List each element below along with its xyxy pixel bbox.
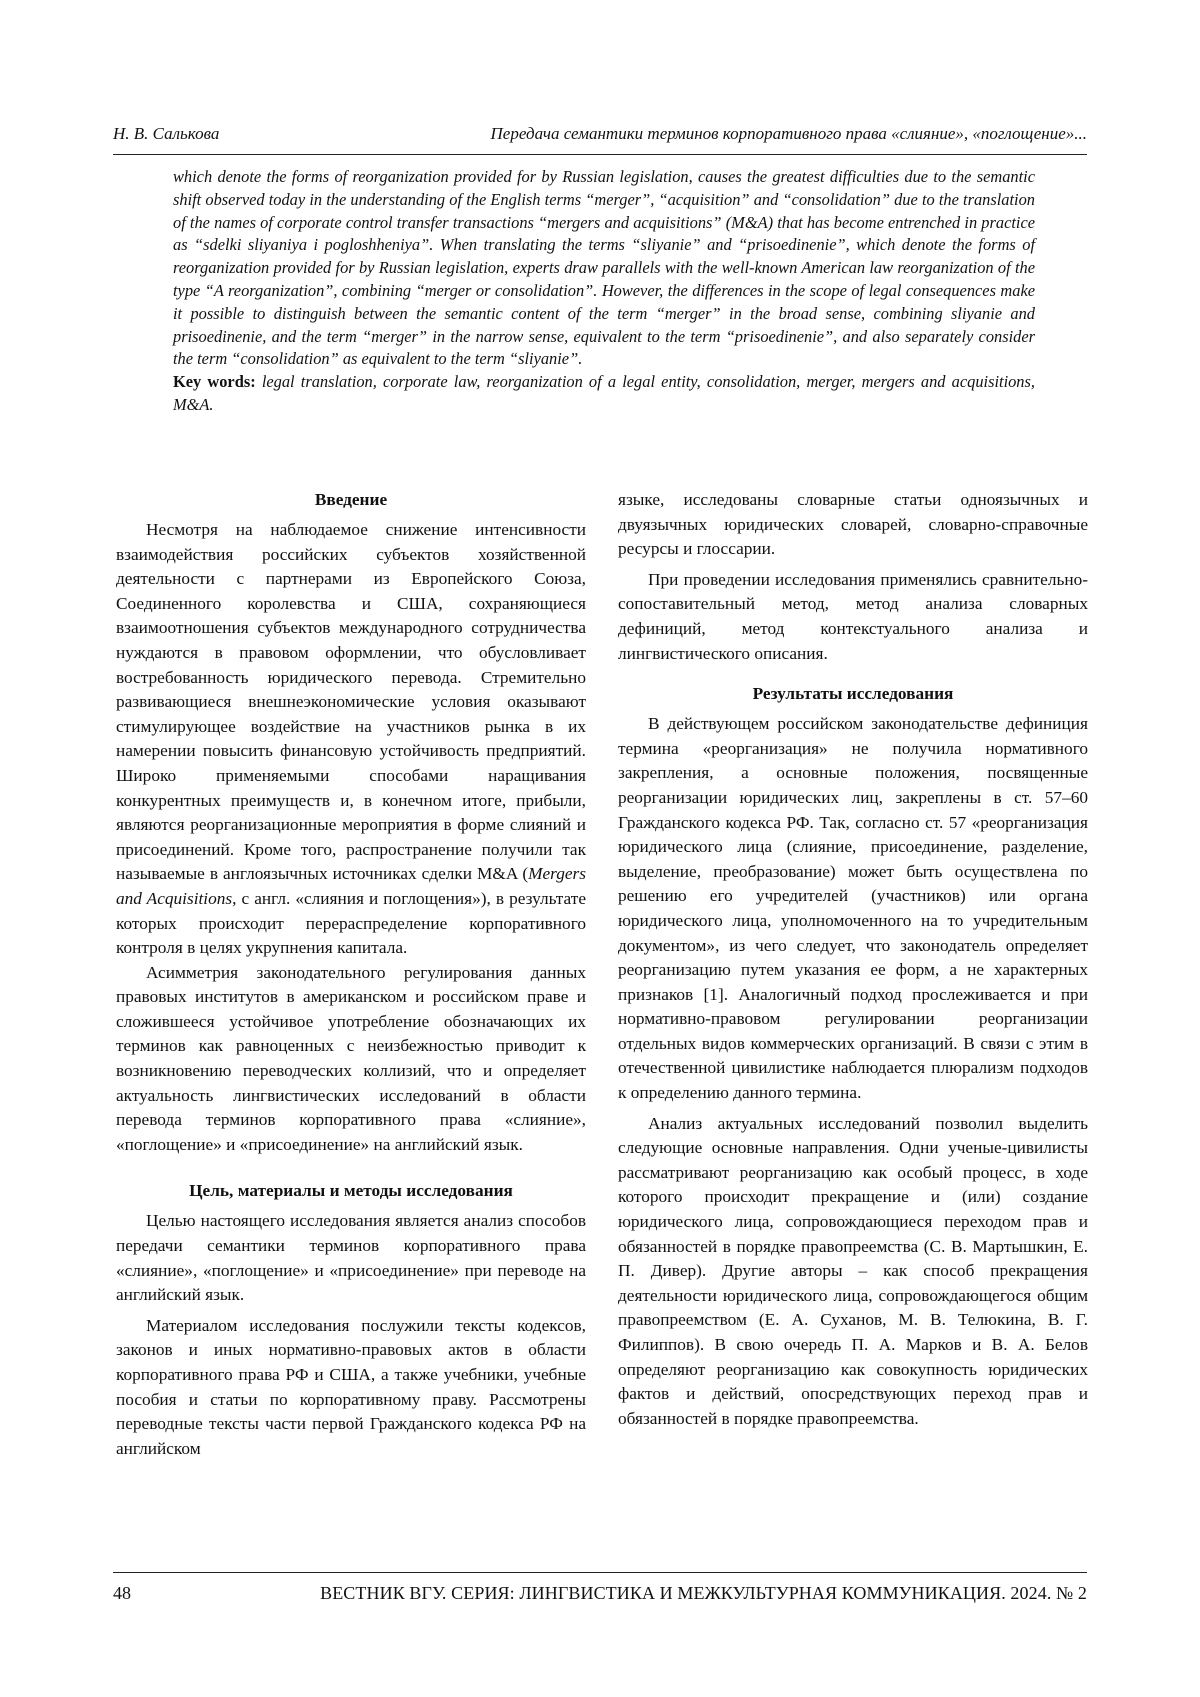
intro-paragraph-2: Асимметрия законодательного регулирования данных правовых институтов в американском и российском праве и сложившееся устойчивое употребление обозначающих их терминов как равноценных с неизбежностью приводит к возникновению переводческих коллизий, что и определяет актуальность лингвистических исследований в области перевода терминов корпоративного права «слияние», «поглощение» и «присоединение» на английский язык. xyxy=(116,962,586,1154)
section-heading-results: Результаты исследования xyxy=(752,684,954,704)
keywords-line xyxy=(173,371,1035,417)
section-heading-introduction: Введение xyxy=(314,490,388,509)
methods-paragraph-2: Материалом исследования послужили тексты кодексов, законов и иных нормативно-правовых актов в области корпоративного права РФ и США, а также учебники, учебные пособия и статьи по корпоративному праву. Рассмотрены переводные тексты части первой Гражданского кодекса РФ на английском xyxy=(116,1315,586,1458)
right-column xyxy=(618,488,1088,1431)
methods-paragraph-1: Целью настоящего исследования является анализ способов передачи семантики терминов корпоративного права «слияние», «поглощение» и «присоединение» при переводе на английский язык. xyxy=(116,1211,586,1305)
page-number: 48 xyxy=(113,1583,131,1603)
section-heading-methods: Цель, материалы и методы исследования xyxy=(189,1181,513,1201)
results-paragraph-2: Анализ актуальных исследований позволил выделить следующие основные направления. Одни ученые-цивилисты рассматривают реорганизацию как особый процесс, в ходе которого происходит прекращение и (или) создание юридического лица, сопровождающиеся переходом прав и обязанностей в порядке правопреемства (С. В. Мартышкин, Е. П. Дивер). Другие авторы – как способ прекращения деятельности юридического лица, сопровождающегося общим правопреемством (Е. А. Суханов, М. В. Телюкина, В. Г. Филиппов). В свою очередь П. А. Марков и В. А. Белов определяют реорганизацию как совокупность юридических фактов и действий, опосредствующих переход прав и обязанностей в порядке правопреемства. xyxy=(618,1113,1088,1428)
results-paragraph-1: В действующем российском законодательстве дефиниция термина «реорганизация» не получила нормативного закрепления, а основные положения, посвященные реорганизации юридических лиц, закреплены в ст. 57–60 Гражданского кодекса РФ. Так, согласно ст. 57 «реорганизация юридического лица (слияние, присоединение, разделение, выделение, преобразование) может быть осуществлена по решению его учредителей (участников) или органа юридического лица, уполномоченного на то учредительным документом», из чего следует, что законодатель определяет реорганизацию путем указания ее форм, а не характерных признаков [1]. Аналогичный подход прослеживается и при нормативно-правовом регулировании реорганизации отдельных видов коммерческих организаций. В связи с этим в отечественной цивилистике наблюдается плюрализм подходов к определению данного термина. xyxy=(618,714,1088,1103)
running-header xyxy=(113,124,1087,155)
left-column xyxy=(116,488,586,1461)
keywords-text: legal translation, corporate law, reorganization of a legal entity, consolidation, merger, mergers and acquisitions, M&A. xyxy=(173,372,1035,414)
methods-paragraph-3: При проведении исследования применялись сравнительно-сопоставительный метод, метод анализа словарных дефиниций, метод контекстуального анализа и лингвистического описания. xyxy=(618,569,1088,663)
running-footer xyxy=(113,1572,1087,1609)
intro-p1-italic: Mergers and Acquisitions xyxy=(116,864,586,908)
intro-paragraph-1 xyxy=(116,518,586,961)
methods-paragraph-2-continued: языке, исследованы словарные статьи одноязычных и двуязычных юридических словарей, словарно-справочные ресурсы и глоссарии. xyxy=(618,490,1088,559)
header-article-title: Передача семантики терминов корпоративного права «слияние», «поглощение»... xyxy=(490,124,1087,143)
english-abstract xyxy=(173,166,1035,417)
intro-p1-part-b: , с англ. «слияния и поглощения»), в результате которых происходит перераспределение корпоративного контроля в целях укрупнения капитала. xyxy=(116,888,587,958)
keywords-label: Key words: xyxy=(173,372,256,392)
abstract-text: which denote the forms of reorganization provided for by Russian legislation, causes the greatest difficulties due to the semantic shift observed today in the understanding of the English terms “merger”, “acquisition” and “consolidation” due to the translation of the names of corporate control transfer transactions “mergers and acquisitions” (M&A) that has become entrenched in practice as “sdelki sliyaniya i pogloshheniya”. When translating the terms “sliyanie” and “prisoedinenie”, which denote the forms of reorganization provided for by Russian legislation, experts draw parallels with the well-known American law reorganization of the type “A reorganization”, combining “merger or consolidation”. However, the differences in the scope of legal consequences make it possible to distinguish between the semantic content of the term “merger” in the broad sense, combining sliyanie and prisoedinenie, and the term “merger” in the narrow sense, equivalent to the term “prisoedinenie”, and also separately consider the term “consolidation” as equivalent to the term “sliyanie”. xyxy=(173,167,1035,369)
journal-title: ВЕСТНИК ВГУ. СЕРИЯ: ЛИНГВИСТИКА И МЕЖКУЛЬТУРНАЯ КОММУНИКАЦИЯ. 2024. № 2 xyxy=(320,1583,1087,1603)
intro-p1-part-a: Несмотря на наблюдаемое снижение интенсивности взаимодействия российских субъектов хозяйственной деятельности с партнерами из Европейского Союза, Соединенного королевства и США, сохраняющиеся взаимоотношения субъектов международного сотрудничества нуждаются в правовом оформлении, что обусловливает востребованность юридического перевода. Стремительно развивающиеся внешнеэкономические условия оказывают стимулирующее воздействие на участников рынка в их намерении повысить финансовую устойчивость предприятий. Широко применяемыми способами наращивания конкурентных преимуществ и, в конечном итоге, прибыли, являются реорганизационные мероприятия в форме слияний и присоединений. Кроме того, распространение получили так называемые в англоязычных источниках сделки M&A ( xyxy=(116,520,586,884)
header-author: Н. В. Салькова xyxy=(113,124,220,143)
